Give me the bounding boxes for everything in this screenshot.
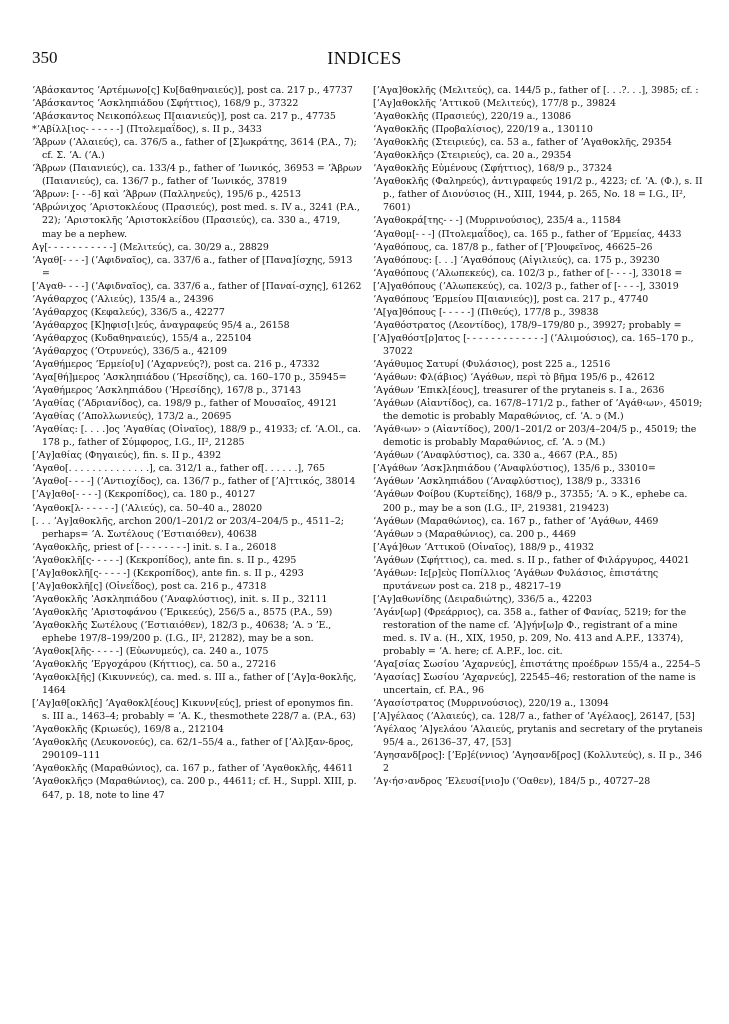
index-entry: ʼΑγαθίας: [. . . .]ος ʼΑγαθίας (Οἰναῖος), 188/9 p., 41933; cf. ʼA.Ol., ca. 178 p., father of Σύμφορος, I.G., II², 21285	[32, 424, 361, 449]
index-entry: [ʼΑγ]αθοκλῆ[ς] (Οἰνεΐδος), post ca. 216 p., 47318	[32, 580, 267, 592]
index-entry: ʼΑγασίστρατος (Μυρρινούσιος), 220/19 a., 13094	[373, 698, 609, 710]
index-entry: ʼΑγαθόπους: [. . .] ʼΑγαθόπους (Αἰγιλιεύς), ca. 175 p., 39230	[373, 254, 660, 266]
index-entry: ʼΑγησανδ[ρος]: [ʼΕρ]έ(ννιος) ʼΑγησανδ[ρος] (Κολλυτεύς), s. II p., 346 2	[373, 750, 702, 775]
index-entry: ʼΑγαθοκλ[ῆς] (Κικυννεύς), ca. med. s. III a., father of [ʼΑγ]α-θοκλῆς, 1464	[32, 672, 357, 697]
index-entry: ʼΑγαθοκλῆς (Κριωεύς), 169/8 a., 212104	[32, 724, 224, 736]
index-entry: [ʼΑγάθων ʼΑσκ]ληπιάδου (ʼΑναφλύστιος), 135/6 p., 33010=	[373, 463, 656, 475]
index-entry: ʼΑγάθων ʼΑσκληπιάδου (ʼΑναφλύστιος), 138/9 p., 33316	[373, 476, 641, 488]
index-entry: ʼΑγάθων (Μαραθώνιος), ca. 167 p., father of ʼΑγάθων, 4469	[373, 515, 659, 527]
index-entry: ʼΑγαθοκλῆς ʼΑσκληπιάδου (ʼΑναφλύστιος), init. s. II p., 32111	[32, 593, 328, 605]
index-entry: [ʼΑγ]αθίας (Φηγαιεύς), fin. s. II p., 4392	[32, 450, 222, 462]
index-entry: ʼΑγέλαος ʼΑ]γελάου ʼΑλαιεύς, prytanis and secretary of the prytaneis 95/4 a., 26136–37, 47, [53]	[373, 724, 703, 749]
index-entry: ʼΑγαθοκλῆς (Στειριεύς), ca. 53 a., father of ʼΑγαθοκλῆς, 29354	[373, 137, 672, 149]
index-entry: ʼΑγαθομ[- - -] (Πτολεμαΐδος), ca. 165 p., father of ʼΕρμείας, 4433	[373, 228, 682, 240]
index-entry: [ʼΑγ]αθ[οκλῆς] ʼΑγαθοκλ[έους] Κικυνν[εύς], priest of eponymos fin. s. III a., 1463–4; probably = ʼΑ. Κ., thesmothete 228/7 a. (P.A., 63)	[32, 698, 356, 723]
index-entry: ʼΆβρων: [- - -δ] καὶ ʼΆβρων (Παλληνεύς), 195/6 p., 42513	[32, 189, 301, 201]
index-entry: ʼΑγαθοκλῆς (Πρασιεύς), 220/19 a., 13086	[373, 111, 572, 123]
index-entry: ʼΑ[γα]θόπους [- - - - -] (Πιθεύς), 177/8 p., 39838	[373, 306, 599, 318]
index-entry: ʼΑβάσκαντος ʼΑρτέμωνο[ς] Κυ[δαθηναιεύς)], post ca. 217 p., 47737	[32, 85, 353, 96]
index-entry: ʼΑγαθο[. . . . . . . . . . . . . .], ca. 312/1 a., father of[. . . . . .], 765	[32, 463, 325, 475]
index-entry: ʼΑγάθ‹ων› ͻ (Αἰαντίδος), 200/1–201/2 or 203/4–204/5 p., 45019; the demotic is probably Μαραθώνιος, cf. ʼΑ. ͻ (Μ.)	[373, 424, 697, 449]
index-entry: *ʼΑβίλλ[ιος- - - - - -] (Πτολεμαΐδος), s. II p., 3433	[32, 124, 262, 136]
index-entry: [ʼΑγα]θοκλῆς (Μελιτεύς), ca. 144/5 p., father of [. . .?. . .], 3985; cf. :	[373, 85, 699, 96]
index-entry: ʼΑγαθόπους ʼΕρμείου Π[αιανιεύς)], post ca. 217 p., 47740	[373, 293, 649, 305]
index-entry: ʼΑγάθων ͻ (Μαραθώνιος), ca. 200 p., 4469	[373, 528, 576, 540]
index-entry: ʼΆβρων (ʼΑλαιεύς), ca. 376/5 a., father of [Σ]ωκράτης, 3614 (P.A., 7); cf. Σ. ʼΑ. (ʼΑ.)	[32, 137, 357, 162]
index-entry: [ʼΑγ]αθο[- - - -] (Κεκροπίδος), ca. 180 p., 40127	[32, 489, 256, 501]
index-entry: ʼΑγάθαρχος (ʼΟτρυνεύς), 336/5 a., 42109	[32, 345, 227, 357]
index-entry: ʼΑγαθοκλῆς ʼΑριστοφάνου (ʼΕρικεεύς), 256/5 a., 8575 (P.A., 59)	[32, 606, 333, 618]
index-entry: ʼΑβάσκαντος ʼΑσκληπιάδου (Σφήττιος), 168/9 p., 37322	[32, 98, 299, 110]
index-entry: ʼΑγα[σίας Σωσίου ʼΑχαρνεύς], ἐπιστάτης προέδρων 155/4 a., 2254–5	[373, 659, 701, 671]
index-entry: ʼΑγάθων: Φλ(άβιος) ʼΑγάθων, περὶ τὸ βῆμα 195/6 p., 42612	[373, 372, 655, 384]
index-entry: ʼΑγαθίας (ʼΑπολλωνιεύς), 173/2 a., 20695	[32, 411, 232, 423]
page-title: INDICES	[327, 48, 402, 68]
index-entry: [ʼΑ]γέλαος (ʼΑλαιεύς), ca. 128/7 a., father of ʼΑγέλαος], 26147, [53]	[373, 711, 695, 723]
index-entry: ʼΑγαθόστρατος (Λεοντίδος), 178/9–179/80 p., 39927; probably =	[373, 319, 682, 331]
index-entry: ʼΑγάθαρχος (ʼΑλιεύς), 135/4 a., 24396	[32, 293, 214, 305]
index-entry: ʼΑγαθοκλῆςͻ (Μαραθώνιος), ca. 200 p., 44611; cf. H., Suppl. XIII, p. 647, p. 18, note to line 47	[32, 776, 357, 801]
index-entry: ʼΑγαθοκλῆς Σωτέλους (ʼΕστιαιόθεν), 182/3 p., 40638; ʼΑ. ͻ ʼΕ., ephebe 197/8–199/200 p. (I.G., II², 21282), may be a son.	[32, 619, 332, 644]
index-entry: [ʼΑ]γαθόστ[ρ]ατος [- - - - - - - - - - - - -] (ʼΑλιμούσιος), ca. 165–170 p., 37022	[373, 332, 694, 357]
index-entry: ʼΑγαθοκλῆςͻ (Στειριεύς), ca. 20 a., 29354	[373, 150, 572, 162]
index-entry: [ʼΑγ]αθοκλῆ[ς- - - - -] (Κεκροπίδος), ante fin. s. II p., 4293	[32, 567, 304, 579]
left-column	[32, 84, 362, 1004]
index-entry: ʼΑβάσκαντος Νεικοπόλεως Π[αιανιεύς)], post ca. 217 p., 47735	[32, 111, 336, 123]
index-entry: Αγ[- - - - - - - - - - -] (Μελιτεύς), ca. 30/29 a., 28829	[32, 241, 269, 253]
index-entry: ʼΑγαθοκλῆς, priest of [- - - - - - - -] init. s. I a., 26018	[32, 541, 277, 553]
index-entry: [ʼΑγά]θων ʼΑττικοῦ (Οἰναῖος), 188/9 p., 41932	[373, 541, 594, 553]
index-entry: ʼΑγάθων Φοίβου (Κυρτείδης), 168/9 p., 37355; ʼΑ. ͻ Κ., ephebe ca. 200 p., may be a son (I.G., II², 219381, 219423)	[373, 489, 688, 514]
index-entry: ʼΑγαθήμερος ʼΕρμείο[υ] (ʼΑχαρνεύς?), post ca. 216 p., 47332	[32, 358, 320, 370]
index-entry: ʼΑγασίας] Σωσίου ʼΑχαρνεύς], 22545–46; restoration of the name is uncertain, cf. P.A., 96	[373, 672, 696, 697]
index-entry: ʼΑγάθων (ʼΑναφλύστιος), ca. 330 a., 4667 (P.A., 85)	[373, 450, 618, 462]
index-entry: ʼΑγαθο[- - - -] (ʼΑντιοχίδος), ca. 136/7 p., father of [ʼΑ]ττικός, 38014	[32, 476, 356, 488]
page-header	[32, 48, 697, 72]
index-entry: ʼΑγαθοκλῆς (Μαραθώνιος), ca. 167 p., father of ʼΑγαθοκλῆς, 44611	[32, 763, 354, 775]
index-entry: [ʼΑγ]αθωνίδης (Δειραδιώτης), 336/5 a., 42203	[373, 593, 592, 605]
index-entry: [. . . ʼΑγ]αθοκλῆς, archon 200/1–201/2 or 203/4–204/5 p., 4511–2; perhaps= ʼΑ. Σωτέλους (ʼΕστιαιόθεν), 40638	[32, 515, 344, 540]
index-entry: ʼΑγαθοκλῆς (Λευκονοεύς), ca. 62/1–55/4 a., father of [ʼΑλ]ξαν-δρος, 290109–111	[32, 737, 354, 762]
index-entry: ʼΑγάθων: Ιε[ρ]εὺς Ποπίλλιος ʼΑγάθων Φυλάσιος, ἐπιστάτης πρυτάνεων post ca. 218 p., 48217–19	[373, 567, 659, 592]
index-entry: ʼΑγαθοκ[λῆς- - - - -] (Εὐωνυμεύς), ca. 240 a., 1075	[32, 646, 269, 658]
index-entry: ʼΑγαθοκλῆς Εὐμένους (Σφήττιος), 168/9 p., 37324	[373, 163, 613, 175]
index-entry: ʼΑγ‹ήσ›ανδρος ʼΕλευσί[νιο]υ (ʼΟαθεν), 184/5 p., 40727–28	[373, 776, 651, 788]
index-entry: ʼΑγαθόπους, ca. 187/8 p., father of [ʼΡ]ουφεῖνος, 46625–26	[373, 241, 653, 253]
index-entry: ʼΑγάθων (Σφήττιος), ca. med. s. II p., father of Φιλάργυρος, 44021	[373, 554, 690, 566]
index-entry: ʼΑγαθοκλῆς (Φαληρεύς), ἀντιγραφεύς 191/2 p., 4223; cf. ʼΑ. (Φ.), s. II p., father of Διονύσιος (H., XIII, 1944, p. 265, No. 18 = I.G., II², 7601)	[373, 176, 703, 214]
index-entry: ʼΆβρων (Παιανιεύς), ca. 133/4 p., father of ʼΙωνικός, 36953 = ʼΆβρων (Παιανιεύς), ca. 136/7 p., father of ʼΙωνικός, 37819	[32, 163, 362, 188]
index-entry: ʼΑγάθαρχος [Κ]ηφισ[ι]εύς, ἀναγραφεύς 95/4 a., 26158	[32, 319, 290, 331]
index-entry: [ʼΑγαθ- - - -] (ʼΑφιδναῖος), ca. 337/6 a., father of [Παναί-σχης], 61262	[32, 280, 362, 292]
index-entry: ʼΑγαθόπους (ʼΑλωπεκεύς), ca. 102/3 p., father of [- - - -], 33018 =	[373, 267, 683, 279]
index-entry: ʼΑγαθοκ[λ- - - - - -] (ʼΑλιεύς), ca. 50–40 a., 28020	[32, 502, 263, 514]
index-entry: ʼΑγάθων ʼΕπικλ[έους], treasurer of the prytaneis s. I a., 2636	[373, 385, 665, 397]
index-entry: [ʼΑγ]αθοκλῆς ʼΑττικοῦ (Μελιτεύς), 177/8 p., 39824	[373, 98, 617, 110]
page-number: 350	[32, 48, 58, 67]
index-entry: [ʼΑ]γαθόπους (ʼΑλωπεκεύς), ca. 102/3 p., father of [- - - -], 33019	[373, 280, 679, 292]
index-entry: ʼΑγάν[ωρ] (Φρεάρριος), ca. 358 a., father of Φανίας, 5219; for the restoration of the name cf. ʼΑ]γήν[ω]ρ Φ., registrant of a mine med. s. IV a. (H., XIX, 1950, p. 209, No. 413 and A.P.F., 13374), probably = ʼΑ. here; cf. A.P.F., loc. cit.	[373, 606, 687, 658]
index-entry: ʼΑγαθοκρά[της- - -] (Μυρρινούσιος), 235/4 a., 11584	[373, 215, 622, 227]
index-entry: ʼΑγάθων (Αἰαντίδος), ca. 167/8–171/2 p., father of ʼΑγάθ‹ων›, 45019; the demotic is probably Μαραθώνιος, cf. ʼΑ. ͻ (Μ.)	[373, 398, 703, 423]
index-entry: ʼΑγαθ[- - - -] (ʼΑφιδναῖος), ca. 337/6 a., father of [Πανα]ίσχης, 5913 =	[32, 254, 353, 279]
index-entry: ʼΑβρώνιχος ʼΑριστοκλέους (Πρασιεύς), post med. s. IV a., 3241 (P.A., 22); ʼΑριστοκλῆς ʼΑριστοκλείδου (Πρασιεύς), ca. 330 a., 4719, may be a nephew.	[32, 202, 360, 240]
index-entry: ʼΑγαθίας (ʼΑδριανίδος), ca. 198/9 p., father of Μουσαῖος, 49121	[32, 398, 338, 410]
index-entry: ʼΑγα[θή]μερος ʼΑσκληπιάδου (ʼΗρεσίδης), ca. 160–170 p., 35945=	[32, 372, 347, 384]
index-entry: ʼΑγαθήμερος ʼΑσκληπιάδου (ʼΗρεσίδης), 167/8 p., 37143	[32, 385, 302, 397]
index-entry: ʼΑγαθοκλῆ[ς- - - - -] (Κεκροπίδος), ante fin. s. II p., 4295	[32, 554, 297, 566]
right-column	[373, 84, 703, 1004]
index-entry: ʼΑγαθοκλῆς (Προβαλίσιος), 220/19 a., 130110	[373, 124, 593, 136]
index-entry: ʼΑγαθοκλῆς ʼΕργοχάρου (Κήττιος), ca. 50 a., 27216	[32, 659, 276, 671]
index-entry: ʼΑγάθαρχος (Κεφαλεύς), 336/5 a., 42277	[32, 306, 225, 318]
index-entry: ʼΑγάθυμος Σατυρί (Φυλάσιος), post 225 a., 12516	[373, 358, 611, 370]
index-entry: ʼΑγάθαρχος (Κυδαθηναιεύς), 155/4 a., 225104	[32, 332, 252, 344]
